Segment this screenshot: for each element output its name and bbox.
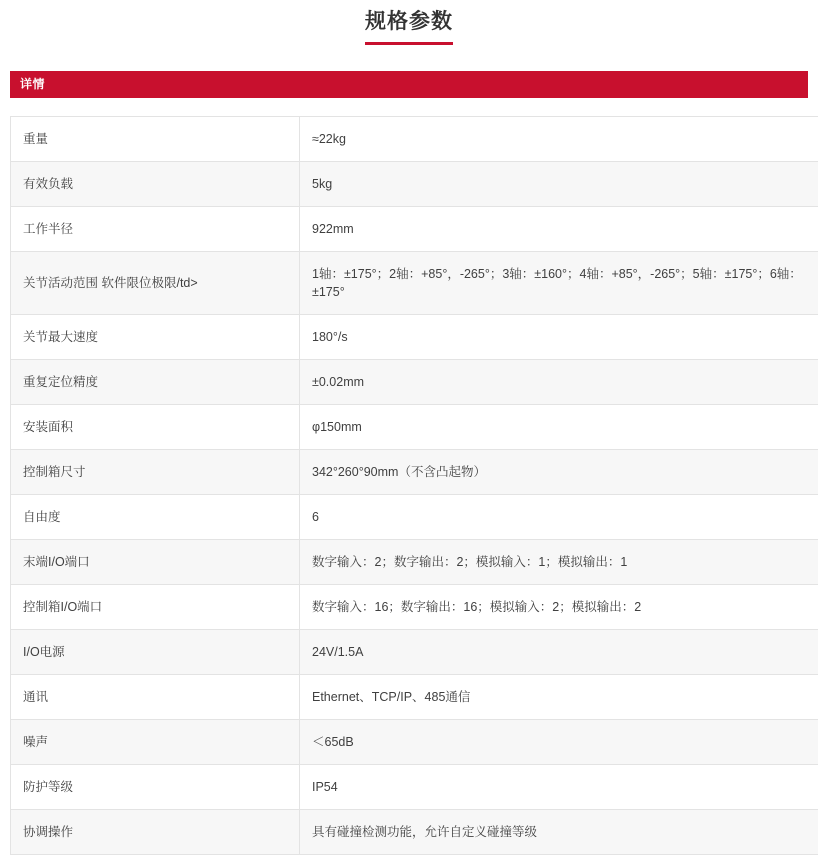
spec-value: φ150mm: [300, 405, 818, 450]
spec-value: 6: [300, 495, 818, 540]
table-row: [11, 675, 818, 720]
table-row: [11, 315, 818, 360]
spec-value: ≈22kg: [300, 117, 818, 162]
spec-label: 重量: [11, 117, 300, 162]
table-row: [11, 585, 818, 630]
page-title: 规格参数: [365, 8, 453, 45]
spec-value: 24V/1.5A: [300, 630, 818, 675]
table-row: [11, 162, 818, 207]
spec-value: IP54: [300, 765, 818, 810]
table-row: [11, 810, 818, 855]
table-row: [11, 252, 818, 315]
spec-value: ＜65dB: [300, 720, 818, 765]
spec-label: 控制箱I/O端口: [11, 585, 300, 630]
spec-value: 922mm: [300, 207, 818, 252]
table-row: [11, 450, 818, 495]
spec-label: 关节最大速度: [11, 315, 300, 360]
table-row: [11, 765, 818, 810]
table-row: [11, 630, 818, 675]
section-header-details: 详情: [10, 71, 808, 98]
spec-label: 自由度: [11, 495, 300, 540]
table-row: [11, 540, 818, 585]
spec-label: 末端I/O端口: [11, 540, 300, 585]
specifications-table: [10, 116, 818, 855]
spec-value: 数字输入：16；数字输出：16；模拟输入：2；模拟输出：2: [300, 585, 818, 630]
spec-value: 具有碰撞检测功能，允许自定义碰撞等级: [300, 810, 818, 855]
page-title-container: [0, 0, 818, 45]
spec-value: Ethernet、TCP/IP、485通信: [300, 675, 818, 720]
spec-value: 342°260°90mm（不含凸起物）: [300, 450, 818, 495]
table-row: [11, 360, 818, 405]
spec-label: 防护等级: [11, 765, 300, 810]
spec-label: I/O电源: [11, 630, 300, 675]
table-row: [11, 207, 818, 252]
spec-label: 有效负载: [11, 162, 300, 207]
spec-label: 工作半径: [11, 207, 300, 252]
spec-label: 安装面积: [11, 405, 300, 450]
spec-label: 重复定位精度: [11, 360, 300, 405]
spec-value: 5kg: [300, 162, 818, 207]
table-row: [11, 117, 818, 162]
table-row: [11, 495, 818, 540]
spec-value: 数字输入：2；数字输出：2；模拟输入：1；模拟输出：1: [300, 540, 818, 585]
spec-label: 通讯: [11, 675, 300, 720]
spec-label: 噪声: [11, 720, 300, 765]
spec-label: 控制箱尺寸: [11, 450, 300, 495]
spec-label: 关节活动范围 软件限位极限/td>: [11, 252, 300, 315]
spec-label: 协调操作: [11, 810, 300, 855]
spec-value: 1轴：±175°；2轴：+85°，-265°；3轴：±160°；4轴：+85°，-265°；5轴：±175°；6轴：±175°: [300, 252, 818, 315]
spec-value: 180°/s: [300, 315, 818, 360]
table-row: [11, 720, 818, 765]
spec-value: ±0.02mm: [300, 360, 818, 405]
specifications-table-body: [11, 117, 818, 855]
table-row: [11, 405, 818, 450]
